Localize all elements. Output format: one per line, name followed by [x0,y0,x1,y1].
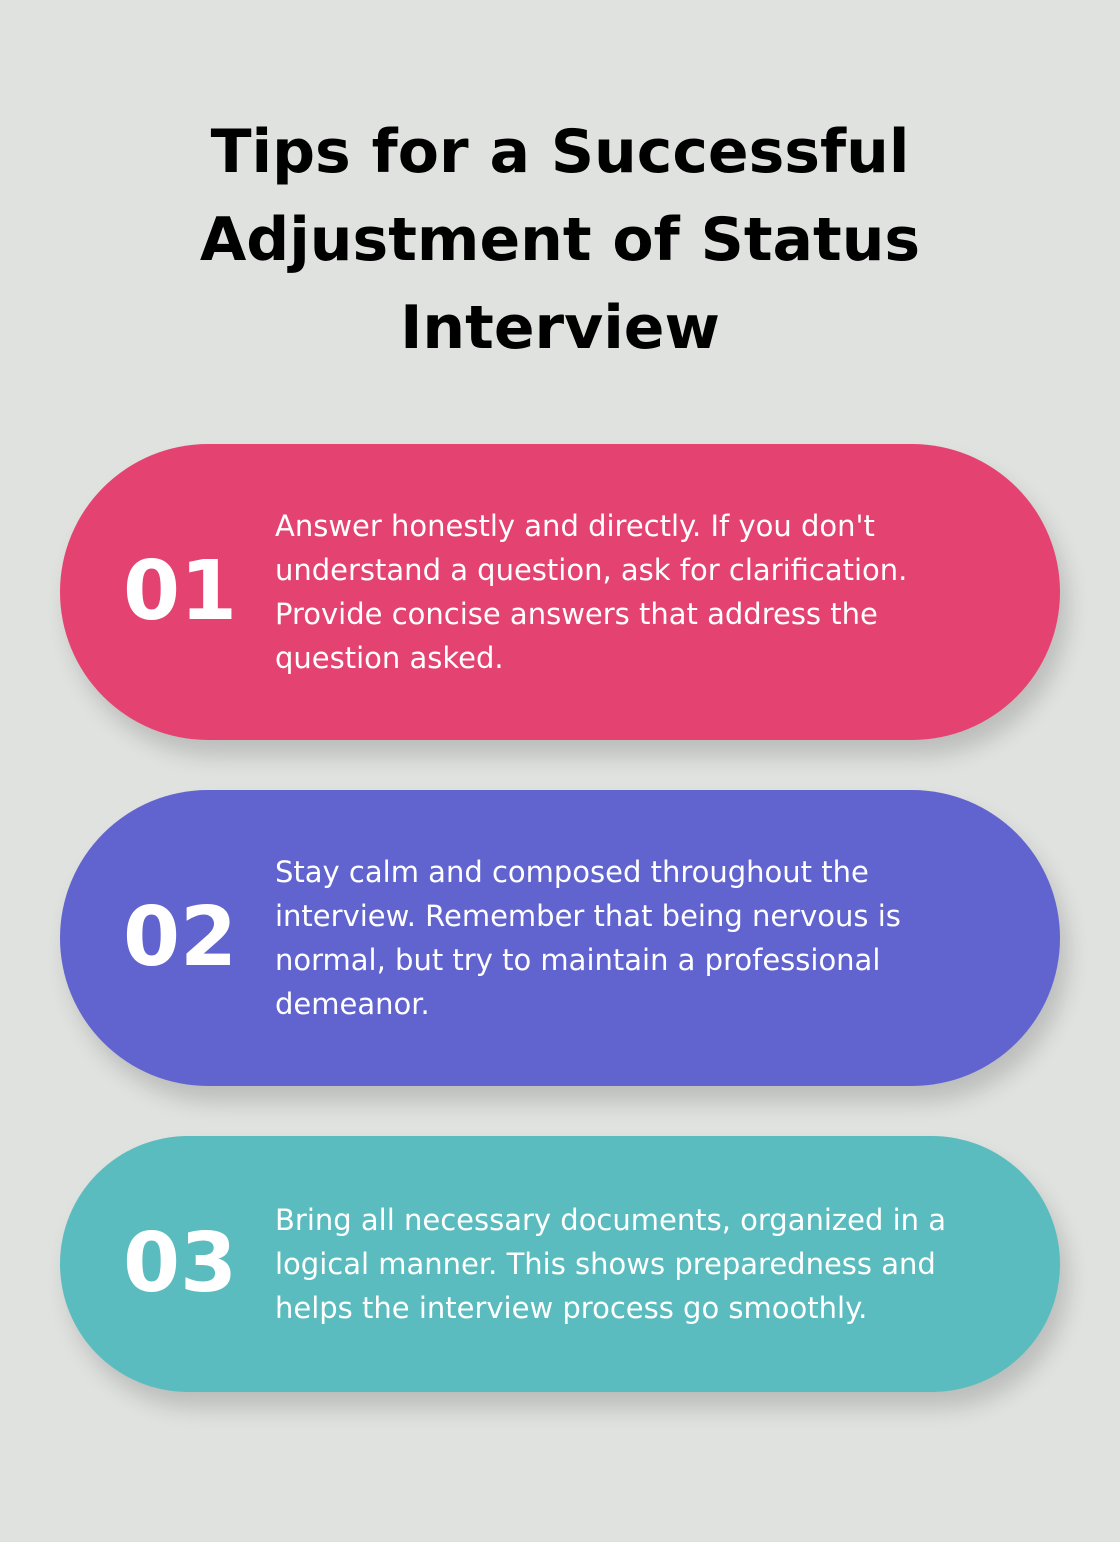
tip-number: 01 [122,544,238,639]
tip-card-3 [60,1136,1060,1392]
tip-text [275,1198,975,1330]
tip-text-line: Bring all necessary documents, organized in a [275,1203,947,1237]
title-line: Tips for a Successful [210,117,910,187]
tip-text-line: helps the interview process go smoothly. [275,1291,868,1325]
tip-text-line: normal, but try to maintain a professional [275,943,881,977]
title-line: Interview [400,293,720,363]
tip-card-1 [60,444,1060,740]
tip-text [275,850,975,1026]
tip-card-2 [60,790,1060,1086]
tip-text-line: Stay calm and composed throughout the [275,855,869,889]
tip-text-line: logical manner. This shows preparedness and [275,1247,936,1281]
page-title [160,108,960,372]
title-line: Adjustment of Status [199,205,921,275]
tip-number: 03 [122,1216,238,1311]
tip-text-line: Provide concise answers that address the [275,597,878,631]
tip-text-line: question asked. [275,641,504,675]
tip-text-line: demeanor. [275,987,430,1021]
tip-text-line: understand a question, ask for clarification. [275,553,908,587]
tip-text-line: interview. Remember that being nervous is [275,899,901,933]
tip-number: 02 [122,890,238,985]
tip-text-line: Answer honestly and directly. If you don't [275,509,875,543]
tip-text [275,504,975,680]
